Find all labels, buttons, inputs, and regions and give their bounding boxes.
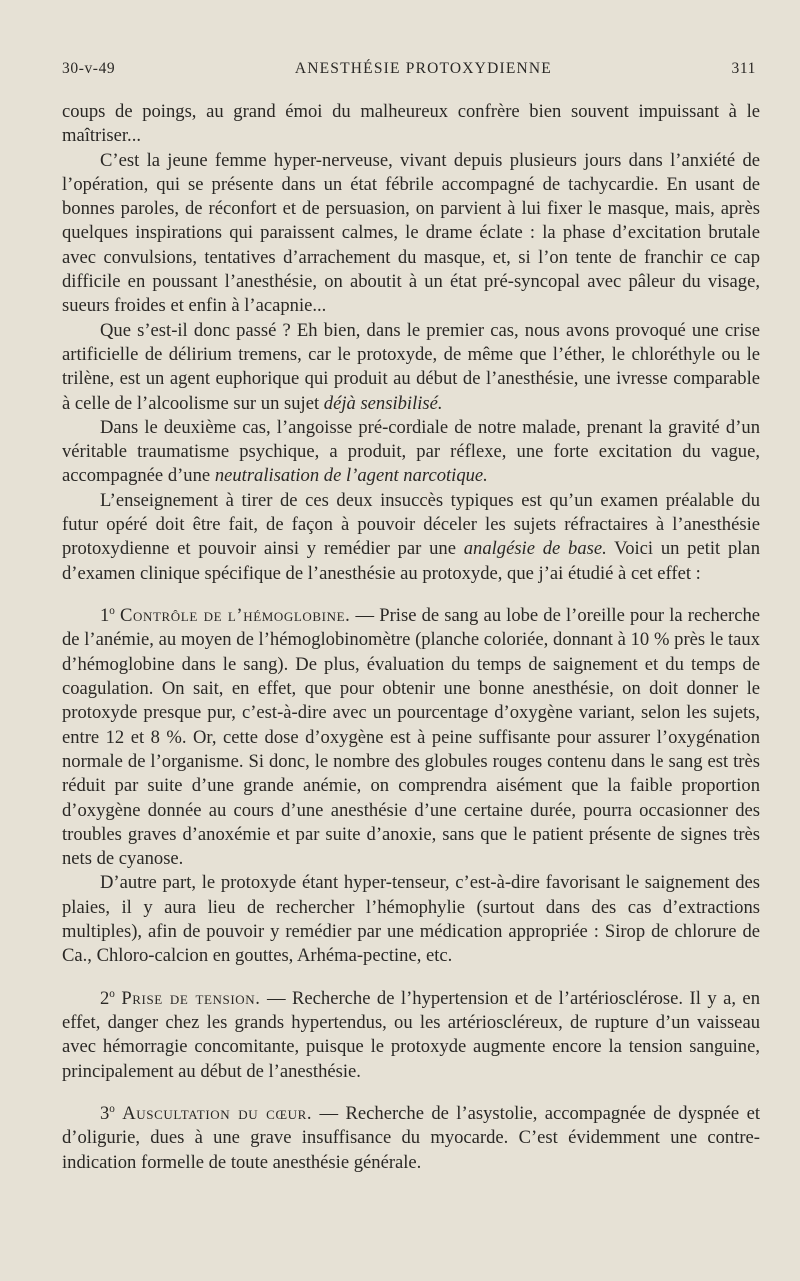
- section-title: Contrôle de l’hémoglobine.: [120, 605, 351, 627]
- paragraph-text: Voici un petit plan d’examen clinique spécifique de l’anesthésie au protoxyde, que j’ai étudié à cet effet :: [62, 538, 760, 584]
- emphasis: analgésie de base.: [463, 538, 607, 560]
- section-text: — Prise de sang au lobe de l’oreille pour la recherche de l’anémie, au moyen de l’hémoglobinomètre (planche coloriée, donnant à 10 % près le taux d’hémoglobine dans le sang). De plus, évaluation du temps de saignement et du temps de coagulation. On sait, en effet, que pour obtenir une bonne anesthésie, on doit donner le protoxyde presque pur, c’est-à-dire avec un pourcentage d’oxygène variant, selon les sujets, entre 12 et 8 %. Or, cette dose d’oxygène est à peine suffisante pour assurer l’oxygénation normale de l’organisme. Si donc, le nombre des globules rouges contenu dans le sang est très réduit par suite d’une grande anémie, on comprendra aisément que la faible proportion d’oxygène donnée au cours d’une anesthésie d’une certaine durée, pourra occasionner des troubles graves d’anoxémie et par suite d’anoxie, sans que le patient présente de signes très nets de cyanose.: [62, 605, 760, 870]
- paragraph: C’est la jeune femme hyper-nerveuse, vivant depuis plusieurs jours dans l’anxiété de l’opération, qui se présente dans un état fébrile accompagné de tachycardie. En usant de bonnes paroles, de réconfort et de persuasion, on parvient à lui fixer le masque, mais, après quelques inspirations qui paraissent calmes, le drame éclate : la phase d’excitation brutale avec convulsions, tentatives d’arrachement du masque, et, si l’on tente de franchir ce cap difficile en poussant l’anesthésie, on aboutit à un état pré-syncopal avec pâleur du visage, sueurs froides et enfin à l’acapnie...: [62, 149, 760, 317]
- header-date: 30-v-49: [62, 60, 116, 77]
- paragraph-text: L’enseignement à tirer de ces deux insuccès typiques est qu’un examen préalable du futur opéré doit être fait, de façon à pouvoir déceler les sujets réfractaires à l’anesthésie protoxydienne et pouvoir ainsi y remédier par une: [62, 489, 760, 560]
- paragraph: [62, 489, 760, 586]
- section-number: 1: [100, 605, 110, 627]
- section-number: 3: [100, 1103, 110, 1125]
- ordinal-mark: o: [109, 987, 115, 1000]
- section-text: — Recherche de l’asystolie, accompagnée de dyspnée et d’oligurie, dues à une grave insuffisance du myocarde. C’est évidemment une contre-indication formelle de toute anesthésie générale.: [62, 1103, 760, 1173]
- paragraph-text: Que s’est-il donc passé ? Eh bien, dans le premier cas, nous avons provoqué une crise artificielle de délirium tremens, car le protoxyde, de même que l’éther, le chloréthyle ou le trilène, est un agent euphorique qui produit au début de l’anesthésie, une ivresse comparable à celle de l’alcoolisme sur un sujet: [62, 319, 760, 414]
- section-title: Prise de tension.: [121, 987, 261, 1009]
- section-auscultation: [62, 1097, 760, 1175]
- section-number: 2: [100, 987, 110, 1009]
- section-title: Auscultation du cœur.: [122, 1103, 313, 1125]
- page-number: 311: [731, 60, 756, 77]
- section-tension: [62, 982, 760, 1084]
- section-hemoglobin: [62, 599, 760, 871]
- ordinal-mark: o: [109, 1102, 115, 1115]
- header-title: ANESTHÉSIE PROTOXYDIENNE: [294, 60, 552, 77]
- section-text: — Recherche de l’hypertension et de l’artériosclérose. Il y a, en effet, danger chez les grands hypertendus, ou les artérioscléreux, de rupture d’un vaisseau avec hémorragie concomitante, puisque le protoxyde augmente encore la tension sanguine, principalement au début de l’anesthésie.: [62, 987, 760, 1082]
- running-header: [62, 60, 760, 78]
- paragraph: [62, 416, 760, 489]
- paragraph: D’autre part, le protoxyde étant hyper-tenseur, c’est-à-dire favorisant le saignement des plaies, il y aura lieu de rechercher l’hémophylie (surtout dans des cas d’extractions multiples), afin de pouvoir y remédier par une médication appropriée : Sirop de chlorure de Ca., Chloro-calcion en gouttes, Arhéma-pectine, etc.: [62, 872, 760, 967]
- body-text: [62, 100, 760, 1175]
- paragraph: coups de poings, au grand émoi du malheureux confrère bien souvent impuissant à le maîtriser...: [62, 101, 760, 147]
- ordinal-mark: o: [109, 604, 115, 617]
- paragraph-text: Dans le deuxième cas, l’angoisse pré-cordiale de notre malade, prenant la gravité d’un véritable traumatisme psychique, a produit, par réflexe, une forte excitation du vague, accompagnée d’une: [62, 416, 760, 487]
- paragraph: [62, 319, 760, 416]
- emphasis: neutralisation de l’agent narcotique.: [214, 465, 488, 487]
- emphasis: déjà sensibilisé.: [323, 392, 443, 414]
